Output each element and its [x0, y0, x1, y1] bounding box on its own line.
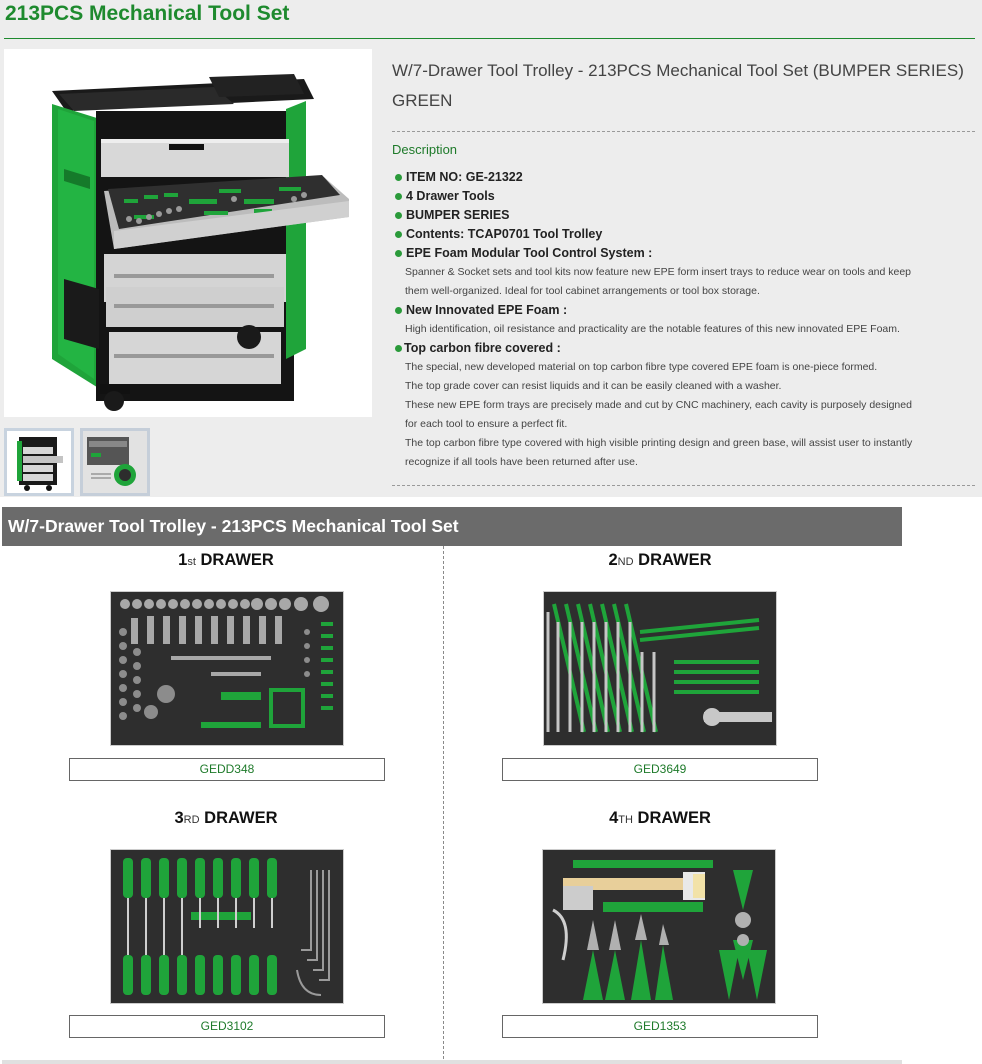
trolley-thumb-image	[7, 431, 71, 493]
feature-title: 4 Drawer Tools	[394, 187, 974, 206]
drawer-suffix: TH	[618, 814, 633, 826]
feature-item	[394, 244, 974, 301]
thumbnail-trolley[interactable]	[4, 428, 74, 496]
drawer-2-image[interactable]	[543, 591, 777, 746]
socket-tray-illustration	[111, 592, 344, 746]
feature-text: These new EPE form trays are precisely made and cut by CNC machinery, each cavity is purposely designed	[405, 399, 912, 411]
screwdriver-tray-illustration	[111, 850, 344, 1004]
drawer-word: DRAWER	[637, 809, 711, 827]
drawer-suffix: st	[187, 556, 196, 568]
feature-item	[394, 225, 974, 244]
page-title: 213PCS Mechanical Tool Set	[5, 2, 290, 25]
drawer-number: 3	[174, 809, 184, 827]
feature-text: Spanner & Socket sets and tool kits now feature new EPE form insert trays to reduce wear on tools and keep	[405, 266, 912, 278]
drawer-3-code: GED3102	[69, 1015, 385, 1038]
drawer-4-code: GED1353	[502, 1015, 818, 1038]
feature-text: The top grade cover can resist liquids and it can be easily cleaned with a washer.	[405, 380, 782, 392]
drawer-number: 4	[609, 809, 619, 827]
feature-title: ITEM NO: GE-21322	[394, 168, 974, 187]
info-divider-top	[392, 131, 975, 132]
column-divider	[443, 546, 444, 1064]
info-divider-bottom	[392, 485, 975, 486]
section-banner	[2, 507, 902, 546]
product-overview	[0, 0, 982, 497]
feature-list	[394, 168, 974, 472]
feature-title: Top carbon fibre covered :	[394, 339, 974, 358]
drawer-3-title	[76, 809, 376, 828]
feature-item	[394, 168, 974, 187]
feature-text: High identification, oil resistance and practicality are the notable features of this new innovated EPE Foam.	[405, 323, 900, 335]
feature-item	[394, 206, 974, 225]
drawer-word: DRAWER	[638, 551, 712, 569]
feature-text: them well-organized. Ideal for tool cabinet arrangements or tool box storage.	[405, 285, 760, 297]
title-divider	[4, 38, 975, 39]
drawer-suffix: ND	[617, 556, 634, 568]
spanner-tray-illustration	[544, 592, 777, 746]
drawer-2-code: GED3649	[502, 758, 818, 781]
pliers-hammer-tray-illustration	[543, 850, 776, 1004]
section-banner-title: W/7-Drawer Tool Trolley - 213PCS Mechanical Tool Set	[8, 516, 459, 536]
feature-text: for each tool to ensure a perfect fit.	[405, 418, 568, 430]
drawer-suffix: RD	[183, 814, 200, 826]
drawer-word: DRAWER	[204, 809, 278, 827]
foam-thumb-image	[83, 431, 147, 493]
feature-title: New Innovated EPE Foam :	[394, 301, 974, 320]
drawer-number: 1	[178, 551, 188, 569]
feature-title: Contents: TCAP0701 Tool Trolley	[394, 225, 974, 244]
description-heading: Description	[392, 142, 458, 157]
main-product-image[interactable]	[4, 49, 372, 417]
feature-item	[394, 187, 974, 206]
footer-strip	[2, 1060, 902, 1064]
product-name: W/7-Drawer Tool Trolley - 213PCS Mechanical Tool Set (BUMPER SERIES) GREEN	[392, 61, 964, 110]
thumbnail-foam-detail[interactable]	[80, 428, 150, 496]
feature-item	[394, 301, 974, 339]
feature-title: BUMPER SERIES	[394, 206, 974, 225]
drawer-2-title	[510, 551, 810, 570]
drawer-1-title	[76, 551, 376, 570]
drawer-number: 2	[608, 551, 618, 569]
drawer-4-image[interactable]	[542, 849, 776, 1004]
drawer-4-title	[510, 809, 810, 828]
feature-item	[394, 339, 974, 472]
product-info	[392, 56, 975, 116]
feature-text: recognize if all tools have been returned after use.	[405, 456, 638, 468]
drawer-1-code: GEDD348	[69, 758, 385, 781]
feature-text: The special, new developed material on top carbon fibre type covered EPE foam is one-piece formed.	[405, 361, 878, 373]
feature-text: The top carbon fibre type covered with high visible printing design and green base, will assist user to instantly	[405, 437, 913, 449]
tool-trolley-illustration	[4, 49, 372, 417]
drawer-1-image[interactable]	[110, 591, 344, 746]
feature-title: EPE Foam Modular Tool Control System :	[394, 244, 974, 263]
drawer-word: DRAWER	[200, 551, 274, 569]
drawer-3-image[interactable]	[110, 849, 344, 1004]
